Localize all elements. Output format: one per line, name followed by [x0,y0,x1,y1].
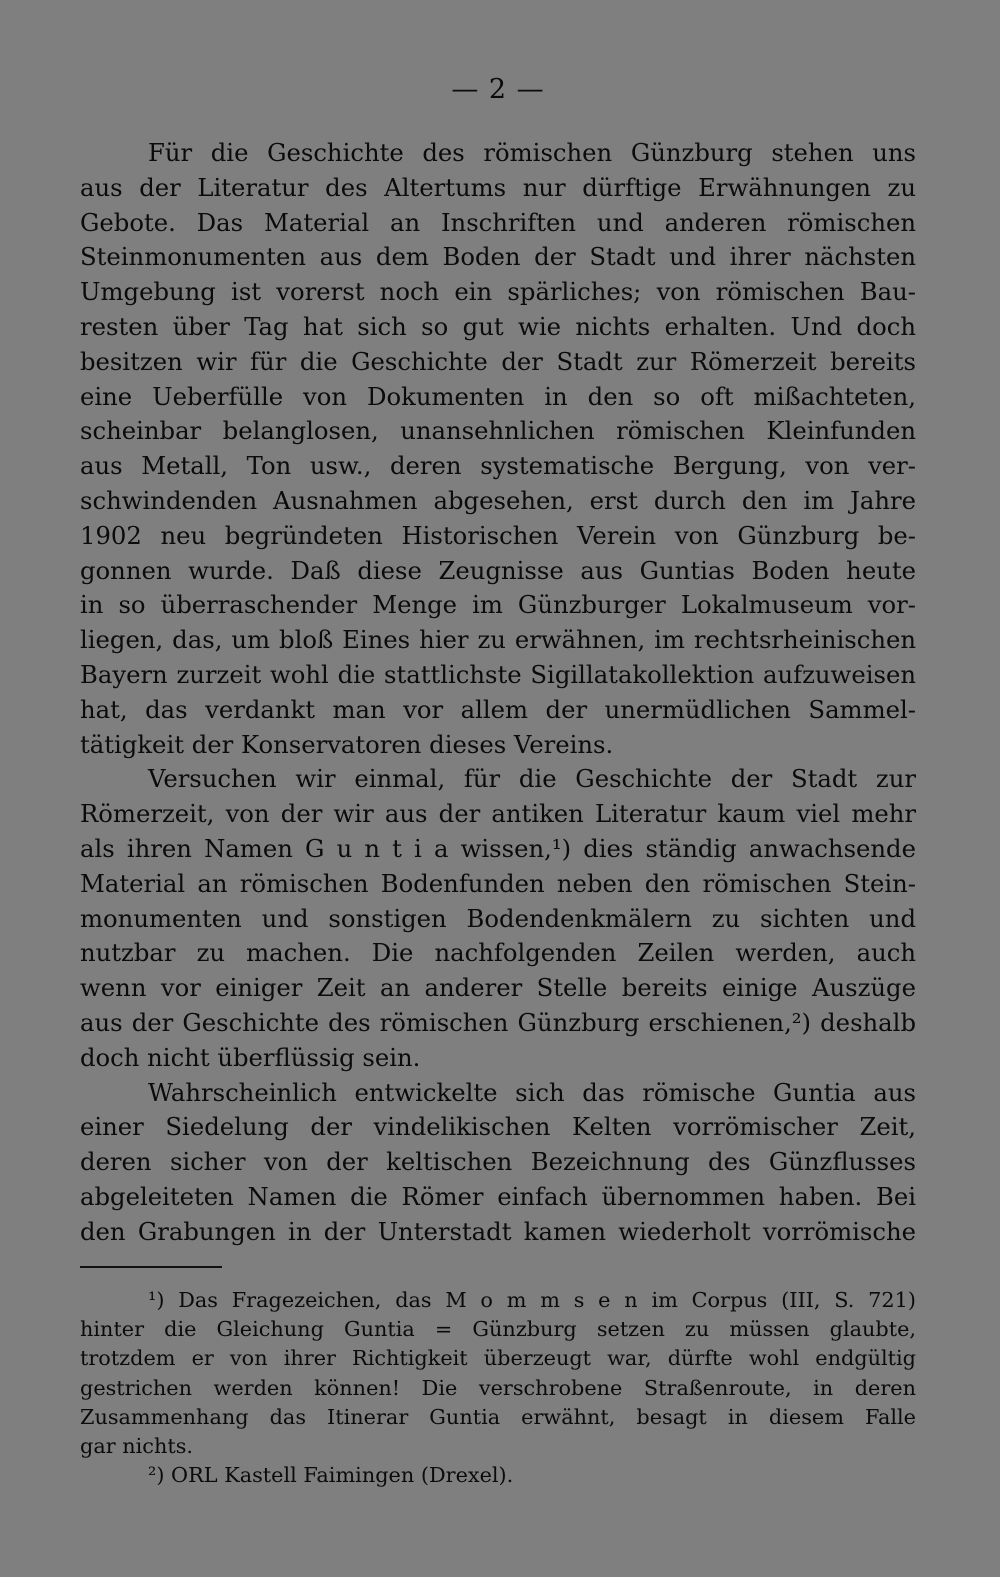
footnote-line: trotzdem er von ihrer Richtigkeit überzeugt war, dürfte wohl endgültig [80,1346,916,1371]
body-text-line: besitzen wir für die Geschichte der Stadt zur Römerzeit bereits [80,346,916,376]
body-text-line: aus Metall, Ton usw., deren systematische Bergung, von ver- [80,451,916,481]
body-text-line: aus der Geschichte des römischen Günzburg erschienen,²) deshalb [80,1007,916,1037]
body-text-line: in so überraschender Menge im Günzburger Lokalmuseum vor- [80,590,916,620]
footnote-line: gar nichts. [80,1433,193,1458]
body-text [80,136,916,1250]
body-text-line: einer Siedelung der vindelikischen Kelten vorrömischer Zeit, [80,1112,916,1142]
body-text-line: Wahrscheinlich entwickelte sich das römische Guntia aus [148,1077,916,1107]
footnote-separator-rule [80,1266,222,1268]
body-text-line: Umgebung ist vorerst noch ein spärliches; von römischen Bau- [80,277,916,307]
body-text-line: nutzbar zu machen. Die nachfolgenden Zeilen werden, auch [80,938,916,968]
body-text-line: wenn vor einiger Zeit an anderer Stelle bereits einige Auszüge [80,973,916,1003]
body-text-line: deren sicher von der keltischen Bezeichnung des Günzflusses [80,1147,916,1177]
body-text-line: abgeleiteten Namen die Römer einfach übernommen haben. Bei [80,1181,916,1211]
body-text-line: resten über Tag hat sich so gut wie nichts erhalten. Und doch [80,311,916,341]
document-page [80,0,916,1577]
body-text-line: Bayern zurzeit wohl die stattlichste Sigillatakollektion aufzuweisen [80,659,916,689]
footnote-line: ²) ORL Kastell Faimingen (Drexel). [148,1463,514,1488]
body-text-line: Steinmonumenten aus dem Boden der Stadt und ihrer nächsten [80,242,916,272]
page-number: — 2 — [451,74,545,105]
footnotes [80,1286,916,1490]
body-text-line: Römerzeit, von der wir aus der antiken Literatur kaum viel mehr [80,799,916,829]
body-text-line: 1902 neu begründeten Historischen Verein von Günzburg be- [80,520,916,550]
body-text-line: tätigkeit der Konservatoren dieses Vereins. [80,729,614,759]
body-text-line: doch nicht überflüssig sein. [80,1042,421,1072]
body-text-line: liegen, das, um bloß Eines hier zu erwähnen, im rechtsrheinischen [80,625,916,655]
body-text-line: den Grabungen in der Unterstadt kamen wiederholt vorrömische [80,1216,916,1246]
footnote-line: ¹) Das Fragezeichen, das M o m m s e n im Corpus (III, S. 721) [148,1288,916,1312]
body-text-line: monumenten und sonstigen Bodendenkmälern zu sichten und [80,903,916,933]
body-text-line: gonnen wurde. Daß diese Zeugnisse aus Guntias Boden heute [80,555,916,585]
body-text-line: schwindenden Ausnahmen abgesehen, erst durch den im Jahre [80,485,916,515]
footnote-line: hinter die Gleichung Guntia = Günzburg setzen zu müssen glaubte, [80,1317,916,1342]
body-text-line: eine Ueberfülle von Dokumenten in den so oft mißachteten, [80,381,916,411]
body-text-line: Versuchen wir einmal, für die Geschichte der Stadt zur [148,764,916,794]
body-text-line: als ihren Namen G u n t i a wissen,¹) dies ständig anwachsende [80,833,916,863]
body-text-line: Material an römischen Bodenfunden neben den römischen Stein- [80,868,916,898]
footnote-line: gestrichen werden können! Die verschrobene Straßenroute, in deren [80,1375,916,1400]
body-text-line: aus der Literatur des Altertums nur dürftige Erwähnungen zu [80,172,916,202]
body-text-line: Gebote. Das Material an Inschriften und anderen römischen [80,207,916,237]
body-text-line: hat, das verdankt man vor allem der unermüdlichen Sammel- [80,694,916,724]
body-text-line: Für die Geschichte des römischen Günzburg stehen uns [148,138,916,167]
footnote-line: Zusammenhang das Itinerar Guntia erwähnt, besagt in diesem Falle [80,1404,916,1429]
body-text-line: scheinbar belanglosen, unansehnlichen römischen Kleinfunden [80,416,916,446]
